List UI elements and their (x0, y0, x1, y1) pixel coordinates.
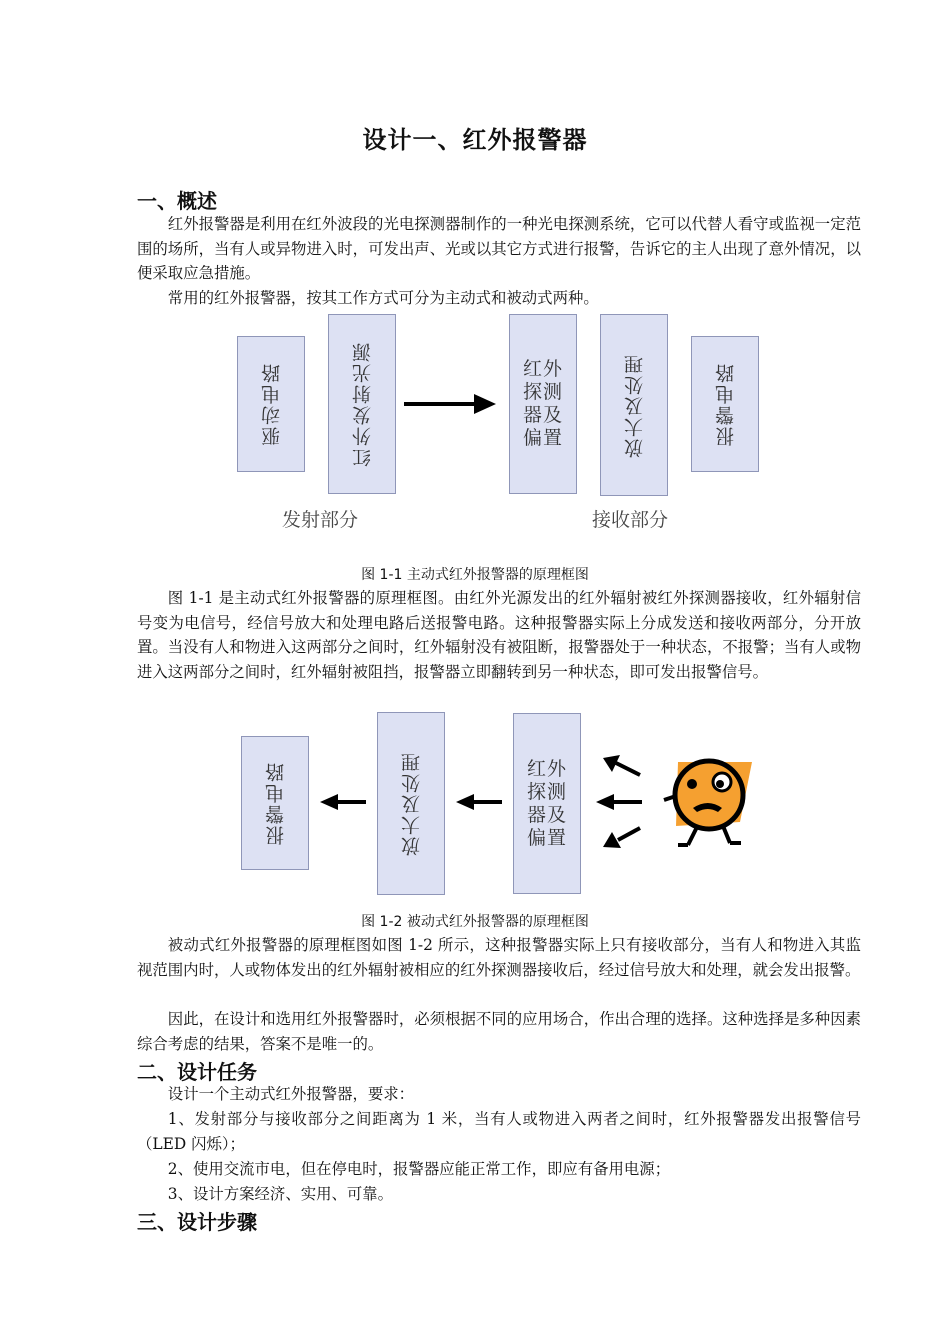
fig2-box-detector-label: 红外探测器及偏置 (527, 757, 568, 849)
task-item-2: 2、使用交流市电，但在停电时，报警器应能正常工作，即应有备用电源； (167, 1160, 671, 1178)
task-item-1: 1、发射部分与接收部分之间距离为 1 米，当有人或物进入两者之间时，红外报警器发出报警信号（LED 闪烁）； (137, 1110, 861, 1153)
fig2-radiation-arrow-icon (596, 794, 642, 810)
paragraph-intro: 红外报警器是利用在红外波段的光电探测器制作的一种光电探测系统，它可以代替人看守或监视一定范围的场所，当有人或异物进入时，可发出声、光或以其它方式进行报警，告诉它的主人出现了意外情况，以便采取应急措施。 (137, 215, 861, 283)
fig1-box-driver-label: 驱动电路 (260, 362, 283, 446)
fig2-arrow-left-icon (456, 794, 502, 810)
fig2-box-alarm-label: 报警电路 (264, 761, 287, 845)
paragraph-selection: 因此，在设计和选用红外报警器时，必须根据不同的应用场合，作出合理的选择。这种选择是多种因素综合考虑的结果，答案不是唯一的。 (137, 1010, 861, 1053)
paragraph-task-intro: 设计一个主动式红外报警器，要求： (167, 1085, 415, 1103)
paragraph-active-principle: 图 1-1 是主动式红外报警器的原理框图。由红外光源发出的红外辐射被红外探测器接收，红外辐射信号变为电信号，经信号放大和处理电路后送报警电路。这种报警器实际上分成发送和接收两部分，分开放置。当没有人和物进入这两部分之间时，红外辐射没有被阻断，报警器处于一种状态，不报警；当有人或物进入这两部分之间时，红外辐射被阻挡，报警器立即翻转到另一种状态，即可发出报警信号。 (137, 589, 861, 682)
fig2-caption: 图 1-2 被动式红外报警器的原理框图 (361, 914, 589, 930)
fig2-radiation-arrow-icon (603, 755, 640, 775)
fig2-radiation-arrow-icon (603, 828, 640, 848)
section-heading-overview: 一、概述 (137, 189, 217, 213)
paragraph-types: 常用的红外报警器，按其工作方式可分为主动式和被动式两种。 (167, 289, 599, 307)
fig2-box-amp-label: 放大及处理 (400, 751, 423, 856)
page-title: 设计一、红外报警器 (362, 126, 588, 154)
task-item-3: 3、设计方案经济、实用、可靠。 (167, 1185, 394, 1203)
section-heading-steps: 三、设计步骤 (137, 1210, 257, 1234)
fig1-caption: 图 1-1 主动式红外报警器的原理框图 (361, 567, 589, 583)
fig1-label-transmitter: 发射部分 (282, 509, 359, 531)
fig2-arrow-left-icon (320, 794, 366, 810)
person-figure-icon (664, 761, 752, 845)
fig1-label-receiver: 接收部分 (592, 509, 669, 531)
fig1-box-amp-label: 放大及处理 (623, 352, 646, 458)
fig1-arrow-right-icon (404, 394, 496, 414)
fig1-box-alarm-label: 报警电路 (714, 362, 737, 446)
paragraph-passive-principle: 被动式红外报警器的原理框图如图 1-2 所示，这种报警器实际上只有接收部分，当有人和物进入其监视范围内时，人或物体发出的红外辐射被相应的红外探测器接收后，经过信号放大和处理，就会发出报警。 (137, 936, 861, 979)
fig1-box-detector-label: 红外探测器及偏置 (523, 358, 564, 449)
section-heading-task: 二、设计任务 (137, 1060, 257, 1084)
fig1-box-source-label: 红外发射光源 (351, 341, 374, 467)
